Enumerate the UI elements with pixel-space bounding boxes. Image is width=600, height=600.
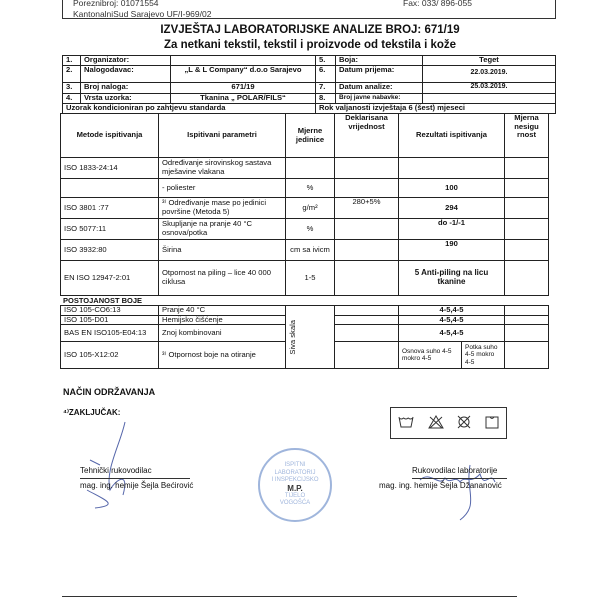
table-row (61, 198, 549, 219)
label: Organizator: (81, 56, 171, 66)
value: 22.03.2019. (423, 65, 556, 82)
parameter: Otpornost na piling – lice 40 000 ciklusa (159, 261, 286, 296)
conditioning-note: Uzorak kondicioniran po zahtjevu standarda (63, 103, 316, 113)
value (171, 56, 316, 66)
company-header (62, 0, 556, 19)
color-fastness-table (60, 305, 549, 369)
method: BAS EN ISO105-E04:13 (61, 325, 159, 342)
result: 4-5,4-5 (399, 315, 505, 325)
table-row (61, 240, 549, 261)
uncertainty (505, 158, 549, 179)
declared (335, 306, 399, 316)
results-table (60, 113, 549, 296)
num: 5. (316, 56, 336, 66)
table-row (61, 219, 549, 240)
label: Datum analize: (336, 82, 423, 93)
results-section (60, 113, 548, 369)
col-header: Rezultati ispitivanja (399, 114, 505, 158)
value: Teget (423, 56, 556, 66)
stamp-text: VOGOŠĆA (279, 500, 311, 507)
table-row (61, 179, 549, 198)
report-title: IZVJEŠTAJ LABORATORIJSKE ANALIZE BROJ: 671/19 (160, 24, 460, 36)
uncertainty (505, 179, 549, 198)
conclusion-heading: ⁴⁾ZAKLJUČAK: (63, 408, 121, 417)
method: ISO 105-CO6:13 (61, 306, 159, 316)
num: 2. (63, 65, 81, 82)
parameter: ³⁾ Otpornost boje na otiranje (159, 342, 286, 369)
declared: 280+5% (335, 198, 399, 219)
line-dry-icon (485, 415, 499, 432)
declared (335, 315, 399, 325)
uncertainty (505, 198, 549, 219)
result: do -1/-1 (399, 219, 505, 240)
table-row (61, 306, 549, 316)
declared (335, 342, 399, 369)
stamp-text: LABORATORIJ (274, 469, 316, 476)
unit: g/m² (286, 198, 335, 219)
result: 100 (399, 179, 505, 198)
stamp-text: TIJELO (284, 493, 306, 500)
method: ISO 5077:11 (61, 219, 159, 240)
no-bleach-icon (428, 415, 444, 432)
unit: 1-5 (286, 261, 335, 296)
unit (286, 158, 335, 179)
parameter: Određivanje sirovinskog sastava mješavine vlakana (159, 158, 286, 179)
parameter: ³⁾ Određivanje mase po jedinici površine (Metoda 5) (159, 198, 286, 219)
uncertainty (505, 325, 549, 342)
parameter: Skupljanje na pranje 40 °C osnova/potka (159, 219, 286, 240)
num: 6. (316, 65, 336, 82)
footer-divider (62, 596, 517, 597)
stamp-text: ISPITNI (284, 462, 306, 469)
label: Broj naloga: (81, 82, 171, 93)
wash-40-icon (398, 415, 414, 432)
sample-info-table (62, 55, 556, 114)
result: 294 (399, 198, 505, 219)
laboratory-stamp (258, 448, 332, 522)
validity-note: Rok valjanosti izvještaja 6 (šest) mjeseci (316, 103, 556, 113)
signature-line (80, 478, 190, 479)
label: Boja: (336, 56, 423, 66)
parameter: Pranje 40 °C (159, 306, 286, 316)
warp-result: Osnova suho 4-5 mokro 4-5 (399, 342, 462, 369)
col-header: Ispitivani parametri (159, 114, 286, 158)
stamp-text: I INSPEKCIJSKO (271, 476, 319, 483)
color-fastness-heading: POSTOJANOST BOJE (63, 296, 143, 305)
parameter: - poliester (159, 179, 286, 198)
signature-line (412, 478, 507, 479)
care-heading: NAČIN ODRŽAVANJA (63, 387, 156, 397)
parameter: Znoj kombinovani (159, 325, 286, 342)
unit: % (286, 179, 335, 198)
uncertainty (505, 306, 549, 316)
num: 3. (63, 82, 81, 93)
result: 5 Anti-piling na licu tkanine (399, 261, 505, 296)
method: ISO 105-D01 (61, 315, 159, 325)
court-registration: KantonalniSud Sarajevo UF/I-969/02 (73, 9, 212, 19)
num: 7. (316, 82, 336, 93)
unit (286, 306, 335, 369)
num: 8. (316, 93, 336, 103)
stamp-placeholder: M.P. (287, 484, 303, 494)
num: 1. (63, 56, 81, 66)
col-header: Mjerna nesigu rnost (505, 114, 549, 158)
declared (335, 325, 399, 342)
method: ISO 1833-24:14 (61, 158, 159, 179)
method: EN ISO 12947-2:01 (61, 261, 159, 296)
declared (335, 240, 399, 261)
label: Datum prijema: (336, 65, 423, 82)
method: ISO 3801 :77 (61, 198, 159, 219)
right-signer-name: mag. ing. hemije Šejla Džananović (379, 481, 502, 490)
col-header: Mjerne jedinice (286, 114, 335, 158)
fax: Fax: 033/ 896-055 (403, 0, 472, 8)
grey-scale-label: Siva skala (288, 319, 297, 355)
result (399, 158, 505, 179)
parameter: Širina (159, 240, 286, 261)
result: 4-5,4-5 (399, 306, 505, 316)
method: ISO 105-X12:02 (61, 342, 159, 369)
value: „L & L Company“ d.o.o Sarajevo (171, 65, 316, 82)
left-signature (85, 420, 145, 510)
no-tumble-dry-icon (457, 415, 471, 432)
num: 4. (63, 93, 81, 103)
unit: cm sa ivicm (286, 240, 335, 261)
tax-number: Poreznibroj: 01071554 (73, 0, 159, 8)
col-header: Metode ispitivanja (61, 114, 159, 158)
weft-result: Potka suho 4-5 mokro 4-5 (462, 342, 505, 369)
report-subtitle: Za netkani tekstil, tekstil i proizvode od tekstila i kože (163, 39, 457, 51)
value (423, 93, 556, 103)
value: 671/19 (171, 82, 316, 93)
method: ISO 3932:80 (61, 240, 159, 261)
result: 190 (399, 240, 505, 261)
uncertainty (505, 219, 549, 240)
uncertainty (505, 261, 549, 296)
result: 4-5,4-5 (399, 325, 505, 342)
method (61, 179, 159, 198)
value: Tkanina „ POLAR/FILS“ (171, 93, 316, 103)
table-row (61, 261, 549, 296)
care-symbols (390, 407, 507, 439)
uncertainty (505, 315, 549, 325)
uncertainty (505, 342, 549, 369)
parameter: Hemijsko čišćenje (159, 315, 286, 325)
declared (335, 261, 399, 296)
table-row (61, 158, 549, 179)
left-signer-name: mag. ing. hemije Šejla Bećirović (80, 481, 194, 490)
declared (335, 158, 399, 179)
declared (335, 179, 399, 198)
left-signer-role: Tehnički rukovodilac (80, 466, 152, 475)
declared (335, 219, 399, 240)
right-signer-role: Rukovodilac laboratorije (412, 466, 498, 475)
label: Vrsta uzorka: (81, 93, 171, 103)
unit: % (286, 219, 335, 240)
value: 25.03.2019. (423, 82, 556, 93)
uncertainty (505, 240, 549, 261)
label: Broj javne nabavke: (336, 93, 423, 103)
col-header: Deklarisana vrijednost (335, 114, 399, 158)
label: Nalogodavac: (81, 65, 171, 82)
